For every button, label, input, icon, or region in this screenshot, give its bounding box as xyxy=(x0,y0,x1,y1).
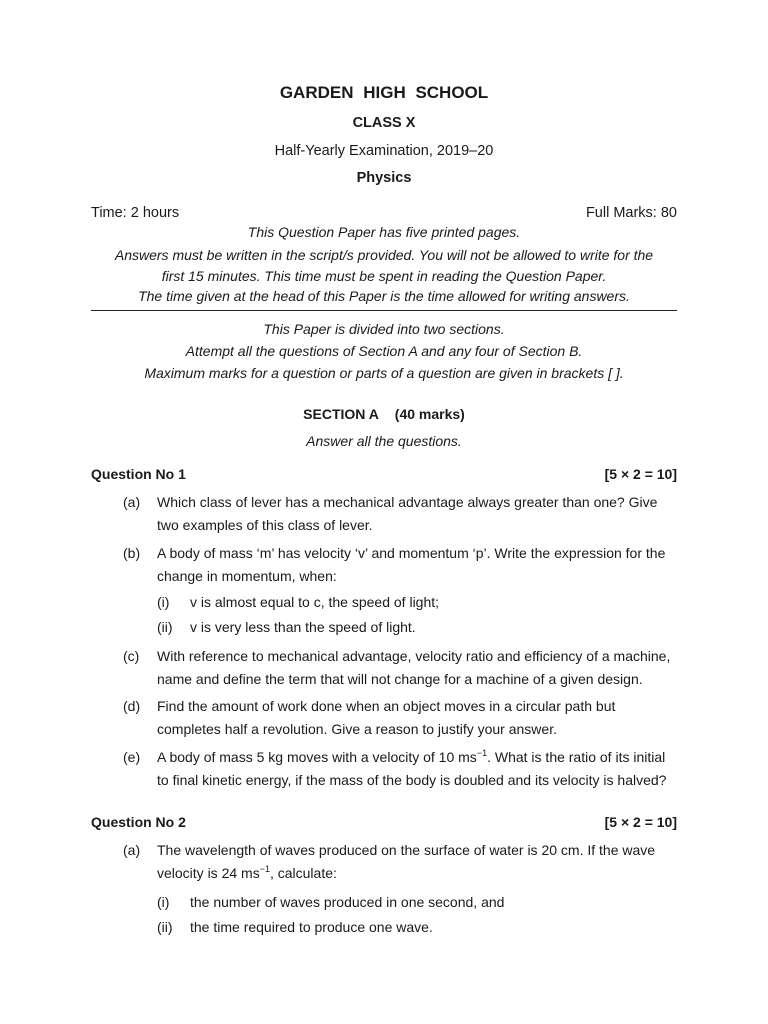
instruction-pages: This Question Paper has five printed pages. xyxy=(247,224,521,240)
question-text-part: The wavelength of waves produced on the surface of water is 20 cm. If the wave velocity is 24 ms xyxy=(157,842,656,881)
question-2a-i xyxy=(157,892,677,912)
time-allowed: Time: 2 hours xyxy=(91,205,180,221)
class-name: CLASS X xyxy=(352,115,416,131)
section-a-marks: (40 marks) xyxy=(394,406,465,422)
question-text xyxy=(157,746,677,791)
sub-question-label: (i) xyxy=(157,594,170,610)
question-1-marks: [5 × 2 = 10] xyxy=(604,466,677,482)
question-label: (c) xyxy=(123,648,140,664)
question-1-header xyxy=(91,466,677,482)
question-2a xyxy=(123,839,677,884)
question-label: (a) xyxy=(123,494,141,510)
section-a-note: Answer all the questions. xyxy=(306,433,462,449)
instruction-attempt: Attempt all the questions of Section A and any four of Section B. xyxy=(185,343,583,359)
question-1-title: Question No 1 xyxy=(91,466,186,482)
question-label: (d) xyxy=(123,698,141,714)
question-2-header xyxy=(91,814,677,830)
question-2-title: Question No 2 xyxy=(91,814,186,830)
question-text: Which class of lever has a mechanical advantage always greater than one? Give two examples of this class of lever. xyxy=(157,494,658,533)
question-2-marks: [5 × 2 = 10] xyxy=(604,814,677,830)
question-1d xyxy=(123,695,677,740)
superscript: −1 xyxy=(259,863,270,874)
question-2a-ii xyxy=(157,917,677,937)
question-1c xyxy=(123,645,677,690)
instruction-script-line-2: first 15 minutes. This time must be spent in reading the Question Paper. xyxy=(161,267,607,284)
instruction-max-marks: Maximum marks for a question or parts of a question are given in brackets [ ]. xyxy=(144,365,624,381)
sub-question-text: v is almost equal to c, the speed of light; xyxy=(190,594,440,610)
question-text: A body of mass ‘m’ has velocity ‘v’ and momentum ‘p’. Write the expression for the change in momentum, when: xyxy=(157,545,666,584)
section-a-title: SECTION A xyxy=(303,406,379,422)
sub-question-label: (ii) xyxy=(157,919,173,935)
question-text: Find the amount of work done when an object moves in a circular path but completes half a revolution. Give a reason to justify your answer. xyxy=(157,698,616,737)
instruction-script-line-1: Answers must be written in the script/s provided. You will not be allowed to write for the xyxy=(114,247,654,263)
question-1a xyxy=(123,491,677,536)
sub-question-text: the number of waves produced in one second, and xyxy=(190,894,505,910)
superscript: −1 xyxy=(476,748,488,758)
question-1b xyxy=(123,542,677,587)
full-marks: Full Marks: 80 xyxy=(585,205,677,221)
sub-question-label: (i) xyxy=(157,894,170,910)
section-a-heading xyxy=(0,406,768,422)
question-1b-ii xyxy=(157,617,677,637)
question-text: With reference to mechanical advantage, velocity ratio and efficiency of a machine, name and define the term that will not change for a machine of a given design. xyxy=(157,648,671,687)
subject-title: Physics xyxy=(356,170,412,186)
instruction-script xyxy=(91,245,677,286)
sub-question-text: v is very less than the speed of light. xyxy=(190,619,416,635)
sub-question-label: (ii) xyxy=(157,619,173,635)
question-text xyxy=(157,839,677,884)
question-label: (a) xyxy=(123,842,141,858)
question-label: (e) xyxy=(123,749,141,765)
school-name: GARDEN HIGH SCHOOL xyxy=(279,83,489,102)
question-label: (b) xyxy=(123,545,141,561)
sub-question-text: the time required to produce one wave. xyxy=(190,919,433,935)
divider-line xyxy=(91,310,677,311)
question-text-part: . What is the ratio of its initial to final kinetic energy, if the mass of the body is doubled and its velocity is halved? xyxy=(157,749,667,788)
question-text-part: A body of mass 5 kg moves with a velocity of 10 ms xyxy=(157,749,477,765)
instruction-sections: This Paper is divided into two sections. xyxy=(263,321,505,337)
instruction-time: The time given at the head of this Paper is the time allowed for writing answers. xyxy=(138,288,630,304)
question-text-part: , calculate: xyxy=(269,864,337,881)
exam-title: Half-Yearly Examination, 2019–20 xyxy=(274,143,494,159)
question-1b-i xyxy=(157,592,677,612)
question-1e xyxy=(123,746,677,791)
